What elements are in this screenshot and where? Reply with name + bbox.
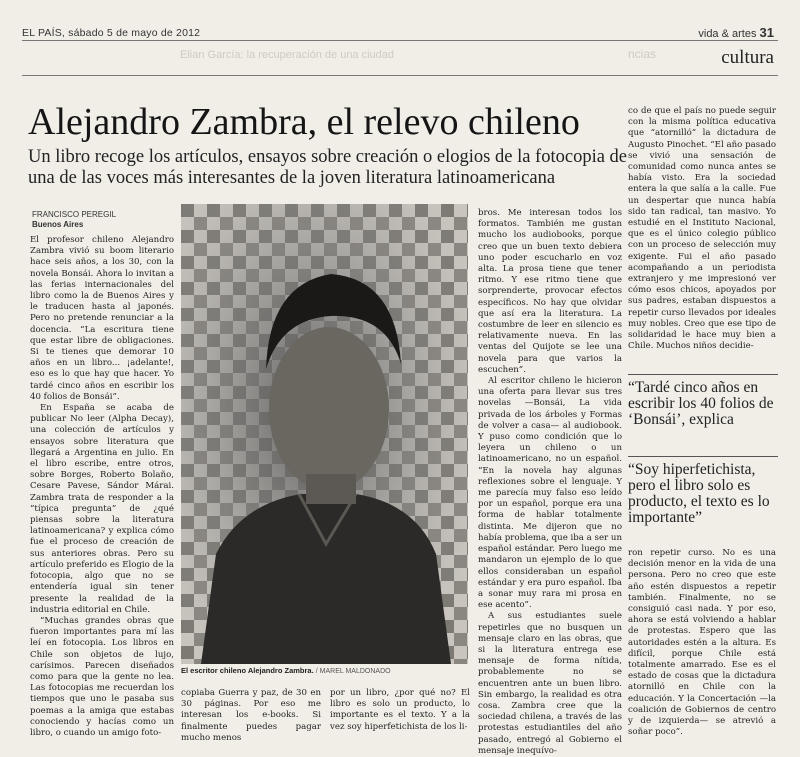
paragraph: “Muchas grandes obras que fueron importantes para mí las leí en fotocopia. Los libros en Chile son objetos de lujo, carísimos. Parecen diseñados como para que la gente no lea. Las fotocopias me recuerdan los tiempos que uno le pasaba sus poemas a la amiga que estabas conociendo y hacías como un libro, o cuando un amigo foto-: [30, 615, 174, 738]
paragraph: por un libro, ¿por qué no? El libro es solo un producto, lo importante es el texto. Y a la vez soy hiperfetichista de los li-: [330, 688, 470, 732]
page-folio-left: EL PAÍS, sábado 5 de mayo de 2012: [22, 27, 201, 39]
section-label: cultura: [721, 47, 774, 68]
caption-text: El escritor chileno Alejandro Zambra.: [181, 666, 314, 675]
page-number: 31: [759, 25, 774, 40]
column-5-top: [628, 106, 776, 364]
paragraph: El profesor chileno Alejandro Zambra vivió su boom literario hace seis años, a los 30, con la novela Bonsái. Ahora lo invitan a las ferias internacionales del libro como la de Buenos Aires y le traducen hasta al japonés. Pero no pretende renunciar a la docencia. “La escritura tiene que estar libre de obligaciones. Si te tienes que demorar 10 años en un libro... ¡adelante!, eso es lo que hay que hacer. Yo tardé cinco años en escribir los 40 folios de Bonsái”.: [30, 235, 174, 402]
header-rule: [22, 40, 778, 41]
column-2-bottom: [181, 688, 321, 743]
quote-rule-2: [628, 456, 778, 457]
column-3-bottom: [330, 688, 470, 738]
paragraph: En España se acaba de publicar No leer (Alpha Decay), una colección de artículos y ensayos sobre literatura que llegará a Argentina en julio. En el libro escribe, entre otros, sobre Borges, Roberto Bolaño, Cesare Pavese, Sándor Márai. Zambra trata de responder a la “típica pregunta” de ¿qué piensas sobre la literatura latinoamericana? y explica cómo fue el proceso de creación de sus anteriores obras. Pero su artículo preferido es Elogio de la fotocopia, algo que no se entendería igual sin tener presente la realidad de la industria editorial en Chile.: [30, 403, 174, 615]
bleedthrough-text-1: ncias: [628, 47, 657, 61]
paragraph: co de que el país no puede seguir con la misma política educativa que “atornilló” la dictadura de Augusto Pinochet. “El año pasado se vivió una sensación de comunidad como nunca antes se había visto. Era la sociedad entera la que salía a la calle. Fue un despertar que nunca había sido tan radical, tan masivo. Yo estudié en el Instituto Nacional, que es el único colegio público con un proceso de selección muy exigente. Fui el año pasado acompañando a un periodista extranjero y me impresionó ver cómo esos chicos, apoyados por sus padres, estaban dispuestos a repetir curso llevados por ideales muy nobles. Creo que ese tipo de solidaridad le hace muy bien a Chile. Muchos niños decidie-: [628, 106, 776, 352]
photo-caption: [181, 666, 468, 675]
photo-credit: / MAREL MALDONADO: [315, 668, 391, 675]
paragraph: bros. Me interesan todos los formatos. También me gustan mucho los audiobooks, porque creo que un buen texto debiera uno poder escucharlo en voz alta. La prosa tiene que tener ritmo. Y ese ritmo tiene que sorprenderte, provocar efectos específicos. No hay que olvidar que así era la literatura. La costumbre de leer en silencio es relativamente nueva. En las ventas del Quijote se lee una novela para que varios la escuchen”.: [478, 208, 622, 375]
paragraph: Al escritor chileno le hicieron una oferta para llevar sus tres novelas —Bonsái, La vida privada de los árboles y Formas de volver a casa— al audiobook. Y puso como condición que lo leyera un chileno o un latinoamericano, no un español. “En la novela hay algunas reflexiones sobre el lenguaje. Y me parecía muy falso eso leído por un español, porque era una forma de hablar totalmente distinta. Me dijeron que no había problema, que iba a ser un español estándar. Pero luego me mandaron un ejemplo de lo que ellos consideraban un español estándar y era puro español. Iba a sonar muy rara mi prosa en ese acento”.: [478, 376, 622, 611]
paragraph: ron repetir curso. No es una decisión menor en la vida de una persona. Pero no creo que este año estén dispuestos a repetir también. Finalmente, no se consiguió casi nada. Y por eso, ahora se está volviendo a hablar de protestas. Espero que las autoridades estén a la altura. Es difícil, porque Chile está totalmente amarrado. Ese es el estado de cosas que la dictadura atornilló en Chile con la educación. Y la Concertación —la coalición de Gobiernos de centro y de izquierda— se atrevió a soñar poco”.: [628, 548, 776, 738]
column-5-bottom: [628, 548, 776, 740]
byline: [32, 210, 116, 230]
column-4: [478, 208, 622, 756]
paragraph: copiaba Guerra y paz, de 30 en 30 páginas. Por eso me interesan los e-books. Si finalmente puedes pagar mucho menos: [181, 688, 321, 743]
column-1: [30, 235, 174, 738]
article-photo: [181, 204, 468, 664]
article-subtitle: Un libro recoge los artículos, ensayos sobre creación o elogios de la fotocopia de una de las voces más interesantes de la joven literatura latinoamericana: [28, 147, 628, 188]
article-title: Alejandro Zambra, el relevo chileno: [28, 101, 580, 143]
pull-quote-1: “Tardé cinco años en escribir los 40 folios de ‘Bonsái’, explica: [628, 379, 774, 428]
quote-rule-1: [628, 374, 778, 375]
bleedthrough-text-2: Elian García: la recuperación de una ciudad: [180, 49, 395, 61]
portrait-photo: [181, 204, 468, 664]
page-folio-right: [698, 25, 774, 40]
pull-quote-2: “Soy hiperfetichista, pero el libro solo es producto, el texto es lo importante”: [628, 461, 770, 526]
paragraph: A sus estudiantes suele repetirles que no busquen un mensaje claro en las obras, que si la literatura entrega ese mensaje de forma nítida, probablemente no se encuentren ante un buen libro. Sin embargo, la realidad es otra cosa. Zambra cree que la sociedad chilena, a través de las protestas estudiantiles del año pasado, entregó al Gobierno el mensaje inequívo-: [478, 611, 622, 756]
section-rule: [22, 75, 778, 76]
folio-section-label: vida & artes: [698, 28, 757, 40]
dateline-place: Buenos Aires: [32, 220, 84, 229]
author-name: FRANCISCO PEREGIL: [32, 210, 117, 219]
